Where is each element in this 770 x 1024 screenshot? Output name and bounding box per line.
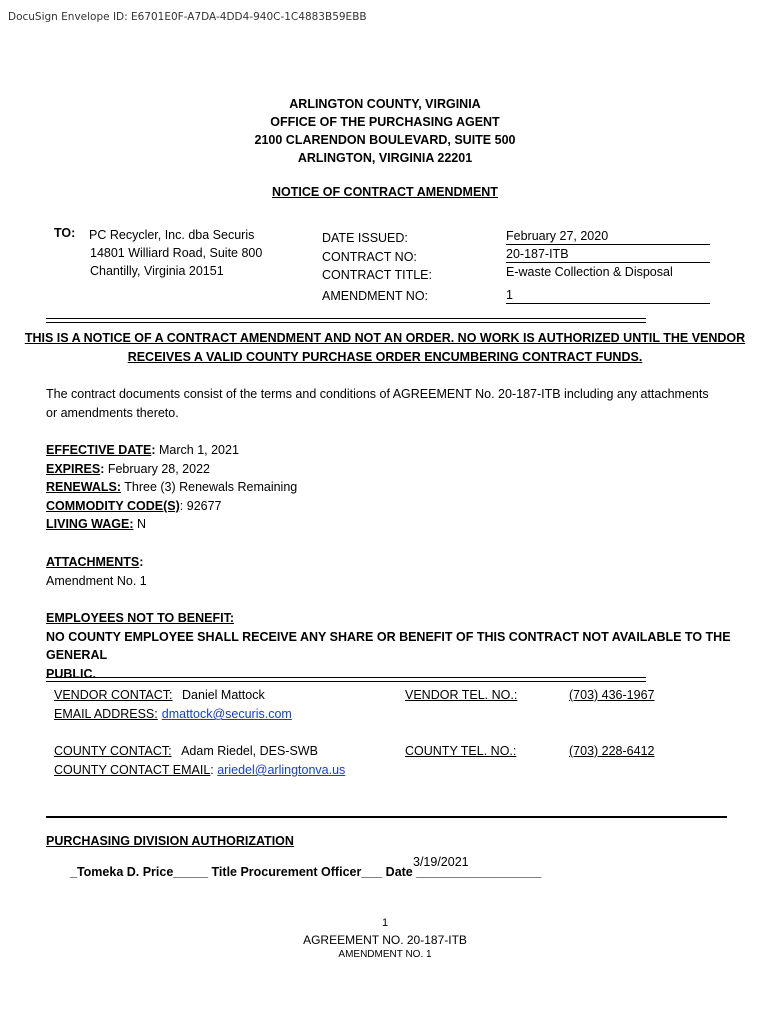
vendor-email-link[interactable]: dmattock@securis.com [161, 707, 292, 721]
notice-title: NOTICE OF CONTRACT AMENDMENT [272, 185, 498, 199]
contract-title-label: CONTRACT TITLE: [322, 268, 432, 282]
authorization-heading: PURCHASING DIVISION AUTHORIZATION [46, 834, 294, 848]
amendment-no-label: AMENDMENT NO: [322, 289, 429, 303]
living-wage [46, 515, 297, 534]
county-email: COUNTY CONTACT EMAIL: ariedel@arlingtonva.us [54, 763, 346, 777]
contract-title-value: E-waste Collection & Disposal [506, 265, 673, 279]
employees-label: EMPLOYEES NOT TO BENEFIT: [46, 611, 234, 625]
contract-terms [46, 441, 297, 534]
amendment-no-value: 1 [506, 287, 710, 304]
vendor-tel-value: (703) 436-1967 [569, 688, 655, 702]
renewals [46, 478, 297, 497]
effective-date-label: EFFECTIVE DATE [46, 443, 152, 457]
date-issued-label: DATE ISSUED: [322, 231, 408, 245]
footer-amendment: AMENDMENT NO. 1 [338, 949, 432, 960]
contract-no-value: 20-187-ITB [506, 246, 710, 263]
date-issued-value: February 27, 2020 [506, 228, 710, 245]
paragraph-line-2: or amendments thereto. [46, 405, 179, 420]
footer-agreement: AGREEMENT NO. 20-187-ITB [303, 933, 467, 947]
vendor-street: 14801 Williard Road, Suite 800 [90, 246, 263, 260]
renewals-label: RENEWALS: [46, 480, 121, 495]
contract-no-label: CONTRACT NO: [322, 249, 417, 264]
attachments-section: ATTACHMENTS: Amendment No. 1 [46, 553, 147, 590]
divider-double [46, 318, 646, 323]
vendor-tel-label: VENDOR TEL. NO.: [405, 688, 518, 702]
notice-line-1: THIS IS A NOTICE OF A CONTRACT AMENDMENT AND NOT AN ORDER. NO WORK IS AUTHORIZED UNTIL THE VENDOR [24, 331, 746, 345]
expires-label: EXPIRES [46, 461, 101, 476]
county-name: ARLINGTON COUNTY, VIRGINIA [289, 97, 481, 111]
county-email-label: COUNTY CONTACT EMAIL [54, 763, 211, 777]
commodity-codes: COMMODITY CODE(S): 92677 [46, 498, 222, 513]
employees-line-2: PUBLIC. [46, 666, 96, 681]
attachments-value: Amendment No. 1 [46, 573, 147, 588]
contract-field-labels [322, 229, 432, 285]
office-street: 2100 CLARENDON BOULEVARD, SUITE 500 [254, 133, 516, 147]
letterhead [0, 95, 770, 167]
vendor-email [54, 707, 292, 721]
vendor-contact [54, 688, 265, 702]
employees-line-1: NO COUNTY EMPLOYEE SHALL RECEIVE ANY SHARE OR BENEFIT OF THIS CONTRACT NOT AVAILABLE TO THE GENERAL [46, 629, 731, 663]
renewals-value: Three (3) Renewals Remaining [121, 480, 298, 495]
vendor-city: Chantilly, Virginia 20151 [90, 264, 224, 278]
county-contact [54, 744, 318, 758]
living-wage-label: LIVING WAGE: [46, 517, 134, 532]
vendor-name: PC Recycler, Inc. dba Securis [89, 228, 255, 242]
effective-date: EFFECTIVE DATE: March 1, 2021 [46, 443, 239, 457]
divider-thick [46, 816, 727, 818]
effective-date-value: March 1, 2021 [155, 443, 239, 457]
commodity-value: 92677 [183, 498, 222, 513]
contract-documents-paragraph [46, 385, 709, 422]
paragraph-line-1: The contract documents consist of the terms and conditions of AGREEMENT No. 20-187-ITB including any attachments [46, 387, 709, 401]
office-name: OFFICE OF THE PURCHASING AGENT [270, 115, 500, 129]
divider-double-2 [46, 677, 646, 682]
office-city: ARLINGTON, VIRGINIA 22201 [297, 151, 473, 165]
signature-line: _Tomeka D. Price_____ Title Procurement Officer___ Date __________________ [70, 865, 542, 879]
expires: EXPIRES: February 28, 2022 [46, 461, 210, 476]
employees-section [46, 609, 770, 683]
living-wage-value: N [133, 517, 146, 532]
page-number: 1 [381, 917, 389, 929]
vendor-contact-name: Daniel Mattock [182, 688, 265, 702]
to-label: TO: [54, 226, 76, 240]
county-contact-label: COUNTY CONTACT: [54, 744, 172, 758]
vendor-email-label: EMAIL ADDRESS: [54, 707, 158, 721]
date-signed: 3/19/2021 [413, 855, 469, 869]
vendor-address [89, 226, 262, 280]
county-email-link[interactable]: ariedel@arlingtonva.us [217, 763, 346, 777]
county-tel-label: COUNTY TEL. NO.: [405, 744, 517, 758]
not-an-order-notice [0, 329, 770, 366]
notice-line-2: RECEIVES A VALID COUNTY PURCHASE ORDER ENCUMBERING CONTRACT FUNDS. [127, 349, 643, 364]
vendor-contact-label: VENDOR CONTACT: [54, 688, 173, 702]
commodity-label: COMMODITY CODE(S) [46, 498, 180, 513]
attachments-label: ATTACHMENTS [46, 555, 140, 569]
envelope-id: DocuSign Envelope ID: E6701E0F-A7DA-4DD4-940C-1C4883B59EBB [8, 11, 367, 23]
expires-value: February 28, 2022 [104, 461, 210, 476]
county-contact-name: Adam Riedel, DES-SWB [181, 744, 318, 758]
county-tel-value: (703) 228-6412 [569, 744, 655, 758]
